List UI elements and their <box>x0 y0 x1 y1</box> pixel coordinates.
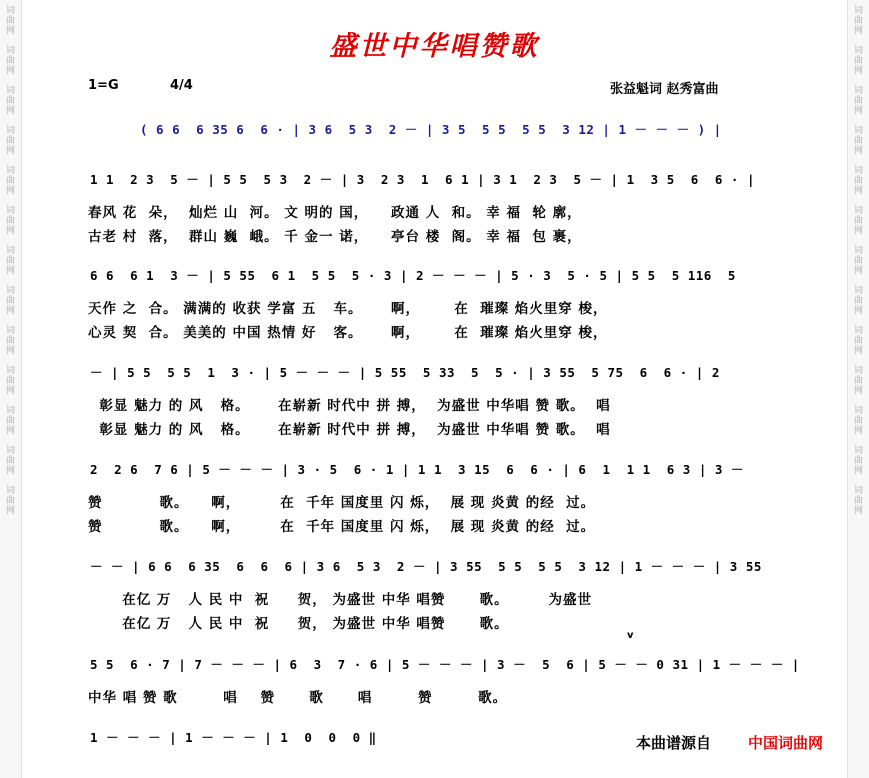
watermark-char: 词 <box>853 366 863 376</box>
watermark-char: 曲 <box>853 96 863 106</box>
watermark-char: 网 <box>853 226 863 236</box>
watermark-char: 曲 <box>5 296 15 306</box>
watermark-group <box>854 206 863 236</box>
watermark-char: 曲 <box>5 416 15 426</box>
watermark-group <box>854 326 863 356</box>
watermark-char: 词 <box>5 166 15 176</box>
watermark-group <box>6 206 15 236</box>
system-2-lyric-2: 心灵 契 合。 美美的 中国 热情 好 客。 啊， 在 璀璨 焰火里穿 梭， <box>88 325 608 341</box>
watermark-group <box>6 486 15 516</box>
watermark-char: 词 <box>853 246 863 256</box>
watermark-char: 曲 <box>853 176 863 186</box>
watermark-char: 网 <box>5 506 15 516</box>
system-5-lyric-2: 在亿 万 人 民 中 祝 贺， 为盛世 中华 唱赞 歌。 <box>88 616 509 632</box>
watermark-group <box>6 406 15 436</box>
system-4-lyric-1: 赞 歌。 啊， 在 千年 国度里 闪 烁， 展 现 炎黄 的经 过。 <box>88 495 596 511</box>
watermark-char: 词 <box>5 46 15 56</box>
watermark-char: 曲 <box>853 456 863 466</box>
watermark-char: 曲 <box>5 96 15 106</box>
song-title: 盛世中华唱赞歌 <box>329 31 540 62</box>
system-3-lyric-1: 彰显 魅力 的 风 格。 在崭新 时代中 拼 搏， 为盛世 中华唱 赞 歌。 唱 <box>88 398 611 414</box>
watermark-char: 词 <box>5 246 15 256</box>
system-4-notes: 2 2 6 7 6 | 5 － － － | 3 · 5 6 · 1 | 1 1 3 15 6 6 · | 6 1 1 1 6 3 | 3 － <box>90 462 744 477</box>
watermark-char: 网 <box>853 266 863 276</box>
watermark-char: 曲 <box>853 56 863 66</box>
watermark-char: 词 <box>853 326 863 336</box>
intro-notation: ( 6 6 6 35 6 6 · | 3 6 5 3 2 － | 3 5 5 5 5 5 3 12 | 1 － － － ) | <box>140 122 722 137</box>
watermark-char: 词 <box>853 446 863 456</box>
system-5-notes: － － | 6 6 6 35 6 6 6 | 3 6 5 3 2 － | 3 55 5 5 5 5 3 12 | 1 － － － | 3 55 <box>90 559 762 574</box>
watermark-char: 词 <box>853 126 863 136</box>
watermark-char: 词 <box>853 206 863 216</box>
watermark-group <box>854 406 863 436</box>
watermark-char: 词 <box>853 86 863 96</box>
watermark-char: 网 <box>853 346 863 356</box>
watermark-char: 词 <box>853 166 863 176</box>
watermark-char: 曲 <box>853 496 863 506</box>
watermark-char: 曲 <box>853 216 863 226</box>
watermark-char: 词 <box>853 406 863 416</box>
watermark-char: 网 <box>5 186 15 196</box>
breath-mark: v <box>627 630 634 641</box>
watermark-char: 网 <box>853 106 863 116</box>
watermark-char: 网 <box>5 226 15 236</box>
watermark-char: 词 <box>5 126 15 136</box>
watermark-group <box>854 166 863 196</box>
watermark-group <box>6 166 15 196</box>
watermark-char: 网 <box>5 266 15 276</box>
watermark-char: 曲 <box>853 16 863 26</box>
watermark-char: 词 <box>5 206 15 216</box>
watermark-char: 词 <box>5 366 15 376</box>
system-6-lyric-1: 中华 唱 赞 歌 唱 赞 歌 唱 赞 歌。 <box>88 690 508 706</box>
watermark-group <box>854 126 863 156</box>
watermark-char: 曲 <box>5 496 15 506</box>
system-1-notes: 1 1 2 3 5 － | 5 5 5 3 2 － | 3 2 3 1 6 1 | 3 1 2 3 5 － | 1 3 5 6 6 · | <box>90 172 755 187</box>
watermark-group <box>854 366 863 396</box>
watermark-group <box>854 486 863 516</box>
watermark-char: 网 <box>5 346 15 356</box>
watermark-group <box>6 126 15 156</box>
system-1-lyric-1: 春风 花 朵， 灿烂 山 河。 文 明的 国， 政通 人 和。 幸 福 轮 廓， <box>88 205 582 221</box>
watermark-char: 曲 <box>5 16 15 26</box>
time-signature: 4/4 <box>170 78 193 93</box>
watermark-char: 词 <box>5 6 15 16</box>
watermark-char: 曲 <box>5 256 15 266</box>
watermark-group <box>6 326 15 356</box>
composer-credits: 张益魁词 赵秀富曲 <box>610 82 719 97</box>
watermark-group <box>6 246 15 276</box>
watermark-char: 网 <box>5 26 15 36</box>
system-2-lyric-1: 天作 之 合。 满满的 收获 学富 五 车。 啊， 在 璀璨 焰火里穿 梭， <box>88 301 608 317</box>
watermark-char: 网 <box>5 66 15 76</box>
watermark-char: 网 <box>853 306 863 316</box>
watermark-group <box>854 286 863 316</box>
watermark-char: 网 <box>5 146 15 156</box>
watermark-char: 词 <box>5 86 15 96</box>
source-label: 本曲谱源自 <box>636 734 712 752</box>
watermark-char: 词 <box>853 486 863 496</box>
watermark-group <box>854 246 863 276</box>
watermark-char: 曲 <box>5 176 15 186</box>
watermark-char: 曲 <box>853 296 863 306</box>
watermark-char: 网 <box>853 466 863 476</box>
watermark-char: 网 <box>853 426 863 436</box>
watermark-char: 曲 <box>853 256 863 266</box>
left-watermark-strip <box>0 0 22 778</box>
system-2-notes: 6 6 6 1 3 － | 5 55 6 1 5 5 5 · 3 | 2 － － － | 5 · 3 5 · 5 | 5 5 5 116 5 <box>90 268 736 283</box>
right-watermark-strip <box>847 0 869 778</box>
watermark-group <box>854 86 863 116</box>
system-1-lyric-2: 古老 村 落， 群山 巍 峨。 千 金一 诺， 亭台 楼 阁。 幸 福 包 裹， <box>88 229 582 245</box>
system-4-lyric-2: 赞 歌。 啊， 在 千年 国度里 闪 烁， 展 现 炎黄 的经 过。 <box>88 519 596 535</box>
site-name-link[interactable]: 中国词曲网 <box>748 734 824 752</box>
system-7-notes: 1 － － － | 1 － － － | 1 0 0 0 ‖ <box>90 730 377 745</box>
key-signature: 1=G <box>88 78 119 93</box>
system-3-lyric-2: 彰显 魅力 的 风 格。 在崭新 时代中 拼 搏， 为盛世 中华唱 赞 歌。 唱 <box>88 422 611 438</box>
watermark-char: 网 <box>5 466 15 476</box>
watermark-char: 曲 <box>853 136 863 146</box>
watermark-group <box>6 446 15 476</box>
watermark-char: 网 <box>853 386 863 396</box>
system-5-lyric-1: 在亿 万 人 民 中 祝 贺， 为盛世 中华 唱赞 歌。 为盛世 <box>88 592 592 608</box>
watermark-char: 词 <box>5 446 15 456</box>
watermark-char: 曲 <box>5 376 15 386</box>
watermark-group <box>854 446 863 476</box>
watermark-char: 词 <box>5 286 15 296</box>
watermark-char: 网 <box>5 306 15 316</box>
watermark-char: 网 <box>853 186 863 196</box>
watermark-char: 网 <box>853 146 863 156</box>
watermark-char: 词 <box>5 326 15 336</box>
system-6-notes: 5 5 6 · 7 | 7 － － － | 6 3 7 · 6 | 5 － － － | 3 － 5 6 | 5 － － 0 31 | 1 － － － | <box>90 657 800 672</box>
watermark-char: 词 <box>853 6 863 16</box>
watermark-char: 曲 <box>5 216 15 226</box>
watermark-char: 曲 <box>853 336 863 346</box>
watermark-char: 网 <box>5 426 15 436</box>
watermark-char: 曲 <box>5 56 15 66</box>
watermark-char: 词 <box>853 286 863 296</box>
watermark-char: 网 <box>853 506 863 516</box>
watermark-group <box>6 286 15 316</box>
system-3-notes: － | 5 5 5 5 1 3 · | 5 － － － | 5 55 5 33 5 5 · | 3 55 5 75 6 6 · | 2 <box>90 365 720 380</box>
watermark-char: 词 <box>5 406 15 416</box>
watermark-char: 曲 <box>853 416 863 426</box>
watermark-char: 词 <box>853 46 863 56</box>
watermark-char: 曲 <box>5 136 15 146</box>
watermark-char: 曲 <box>853 376 863 386</box>
watermark-group <box>6 366 15 396</box>
watermark-char: 网 <box>5 106 15 116</box>
watermark-group <box>6 86 15 116</box>
watermark-char: 曲 <box>5 336 15 346</box>
watermark-char: 词 <box>5 486 15 496</box>
watermark-char: 网 <box>853 26 863 36</box>
watermark-char: 网 <box>853 66 863 76</box>
watermark-char: 网 <box>5 386 15 396</box>
watermark-char: 曲 <box>5 456 15 466</box>
